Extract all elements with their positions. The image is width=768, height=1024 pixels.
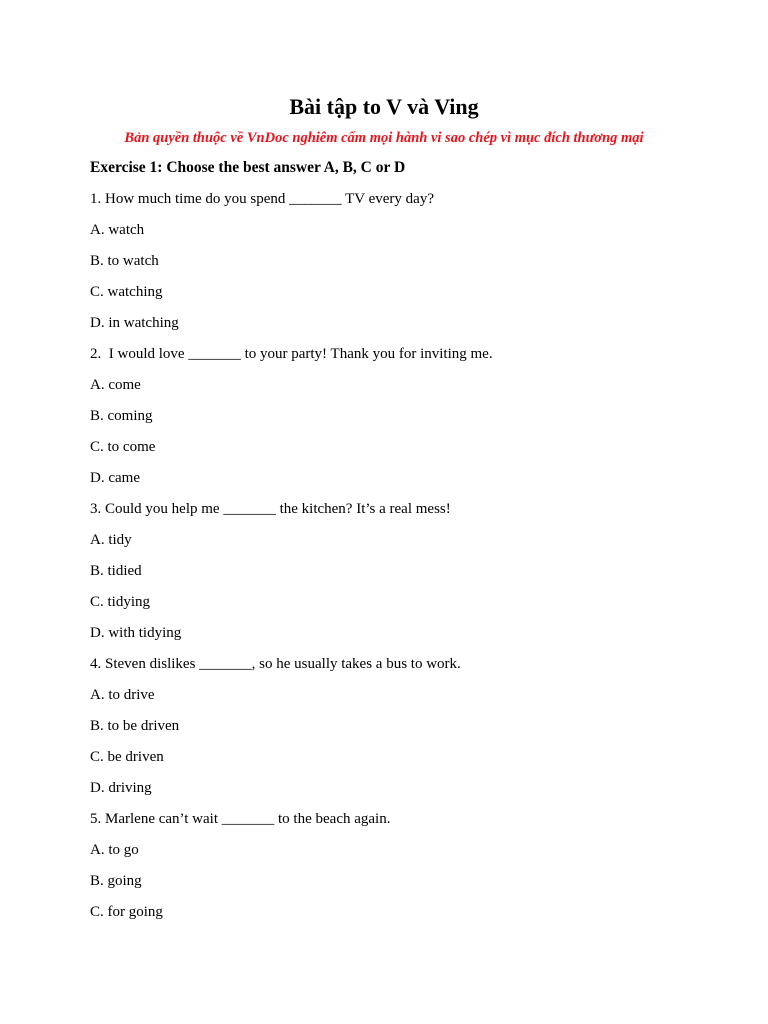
- question-3: 3. Could you help me _______ the kitchen? It’s a real mess!: [90, 501, 451, 517]
- exercise-heading: Exercise 1: Choose the best answer A, B, C or D: [90, 159, 406, 176]
- exercise-lines: [90, 188, 730, 932]
- question-1-option-c: C. watching: [90, 284, 163, 300]
- question-3-option-c: C. tidying: [90, 594, 151, 610]
- question-2-option-a: A. come: [90, 377, 141, 393]
- question-1: 1. How much time do you spend _______ TV every day?: [90, 191, 434, 207]
- document-title: Bài tập to V và Ving: [289, 94, 479, 119]
- question-5-option-a: A. to go: [90, 842, 139, 858]
- question-2-option-c: C. to come: [90, 439, 156, 455]
- question-2-option-d: D. came: [90, 470, 140, 486]
- question-4-option-c: C. be driven: [90, 749, 164, 765]
- question-1-option-b: B. to watch: [90, 253, 159, 269]
- question-4-option-d: D. driving: [90, 780, 152, 796]
- question-2: 2. I would love _______ to your party! Thank you for inviting me.: [90, 346, 493, 362]
- question-5-option-b: B. going: [90, 873, 142, 889]
- question-4-option-b: B. to be driven: [90, 718, 180, 734]
- question-3-option-b: B. tidied: [90, 563, 142, 579]
- question-5: 5. Marlene can’t wait _______ to the beach again.: [90, 811, 391, 827]
- question-1-option-a: A. watch: [90, 222, 145, 238]
- question-1-option-d: D. in watching: [90, 315, 179, 331]
- question-2-option-b: B. coming: [90, 408, 153, 424]
- copyright-notice: Bản quyền thuộc về VnDoc nghiêm cấm mọi hành vi sao chép vì mục đích thương mại: [124, 130, 644, 146]
- question-3-option-d: D. with tidying: [90, 625, 182, 641]
- question-4-option-a: A. to drive: [90, 687, 155, 703]
- question-3-option-a: A. tidy: [90, 532, 132, 548]
- question-4: 4. Steven dislikes _______, so he usually takes a bus to work.: [90, 656, 461, 672]
- question-5-option-c: C. for going: [90, 904, 163, 920]
